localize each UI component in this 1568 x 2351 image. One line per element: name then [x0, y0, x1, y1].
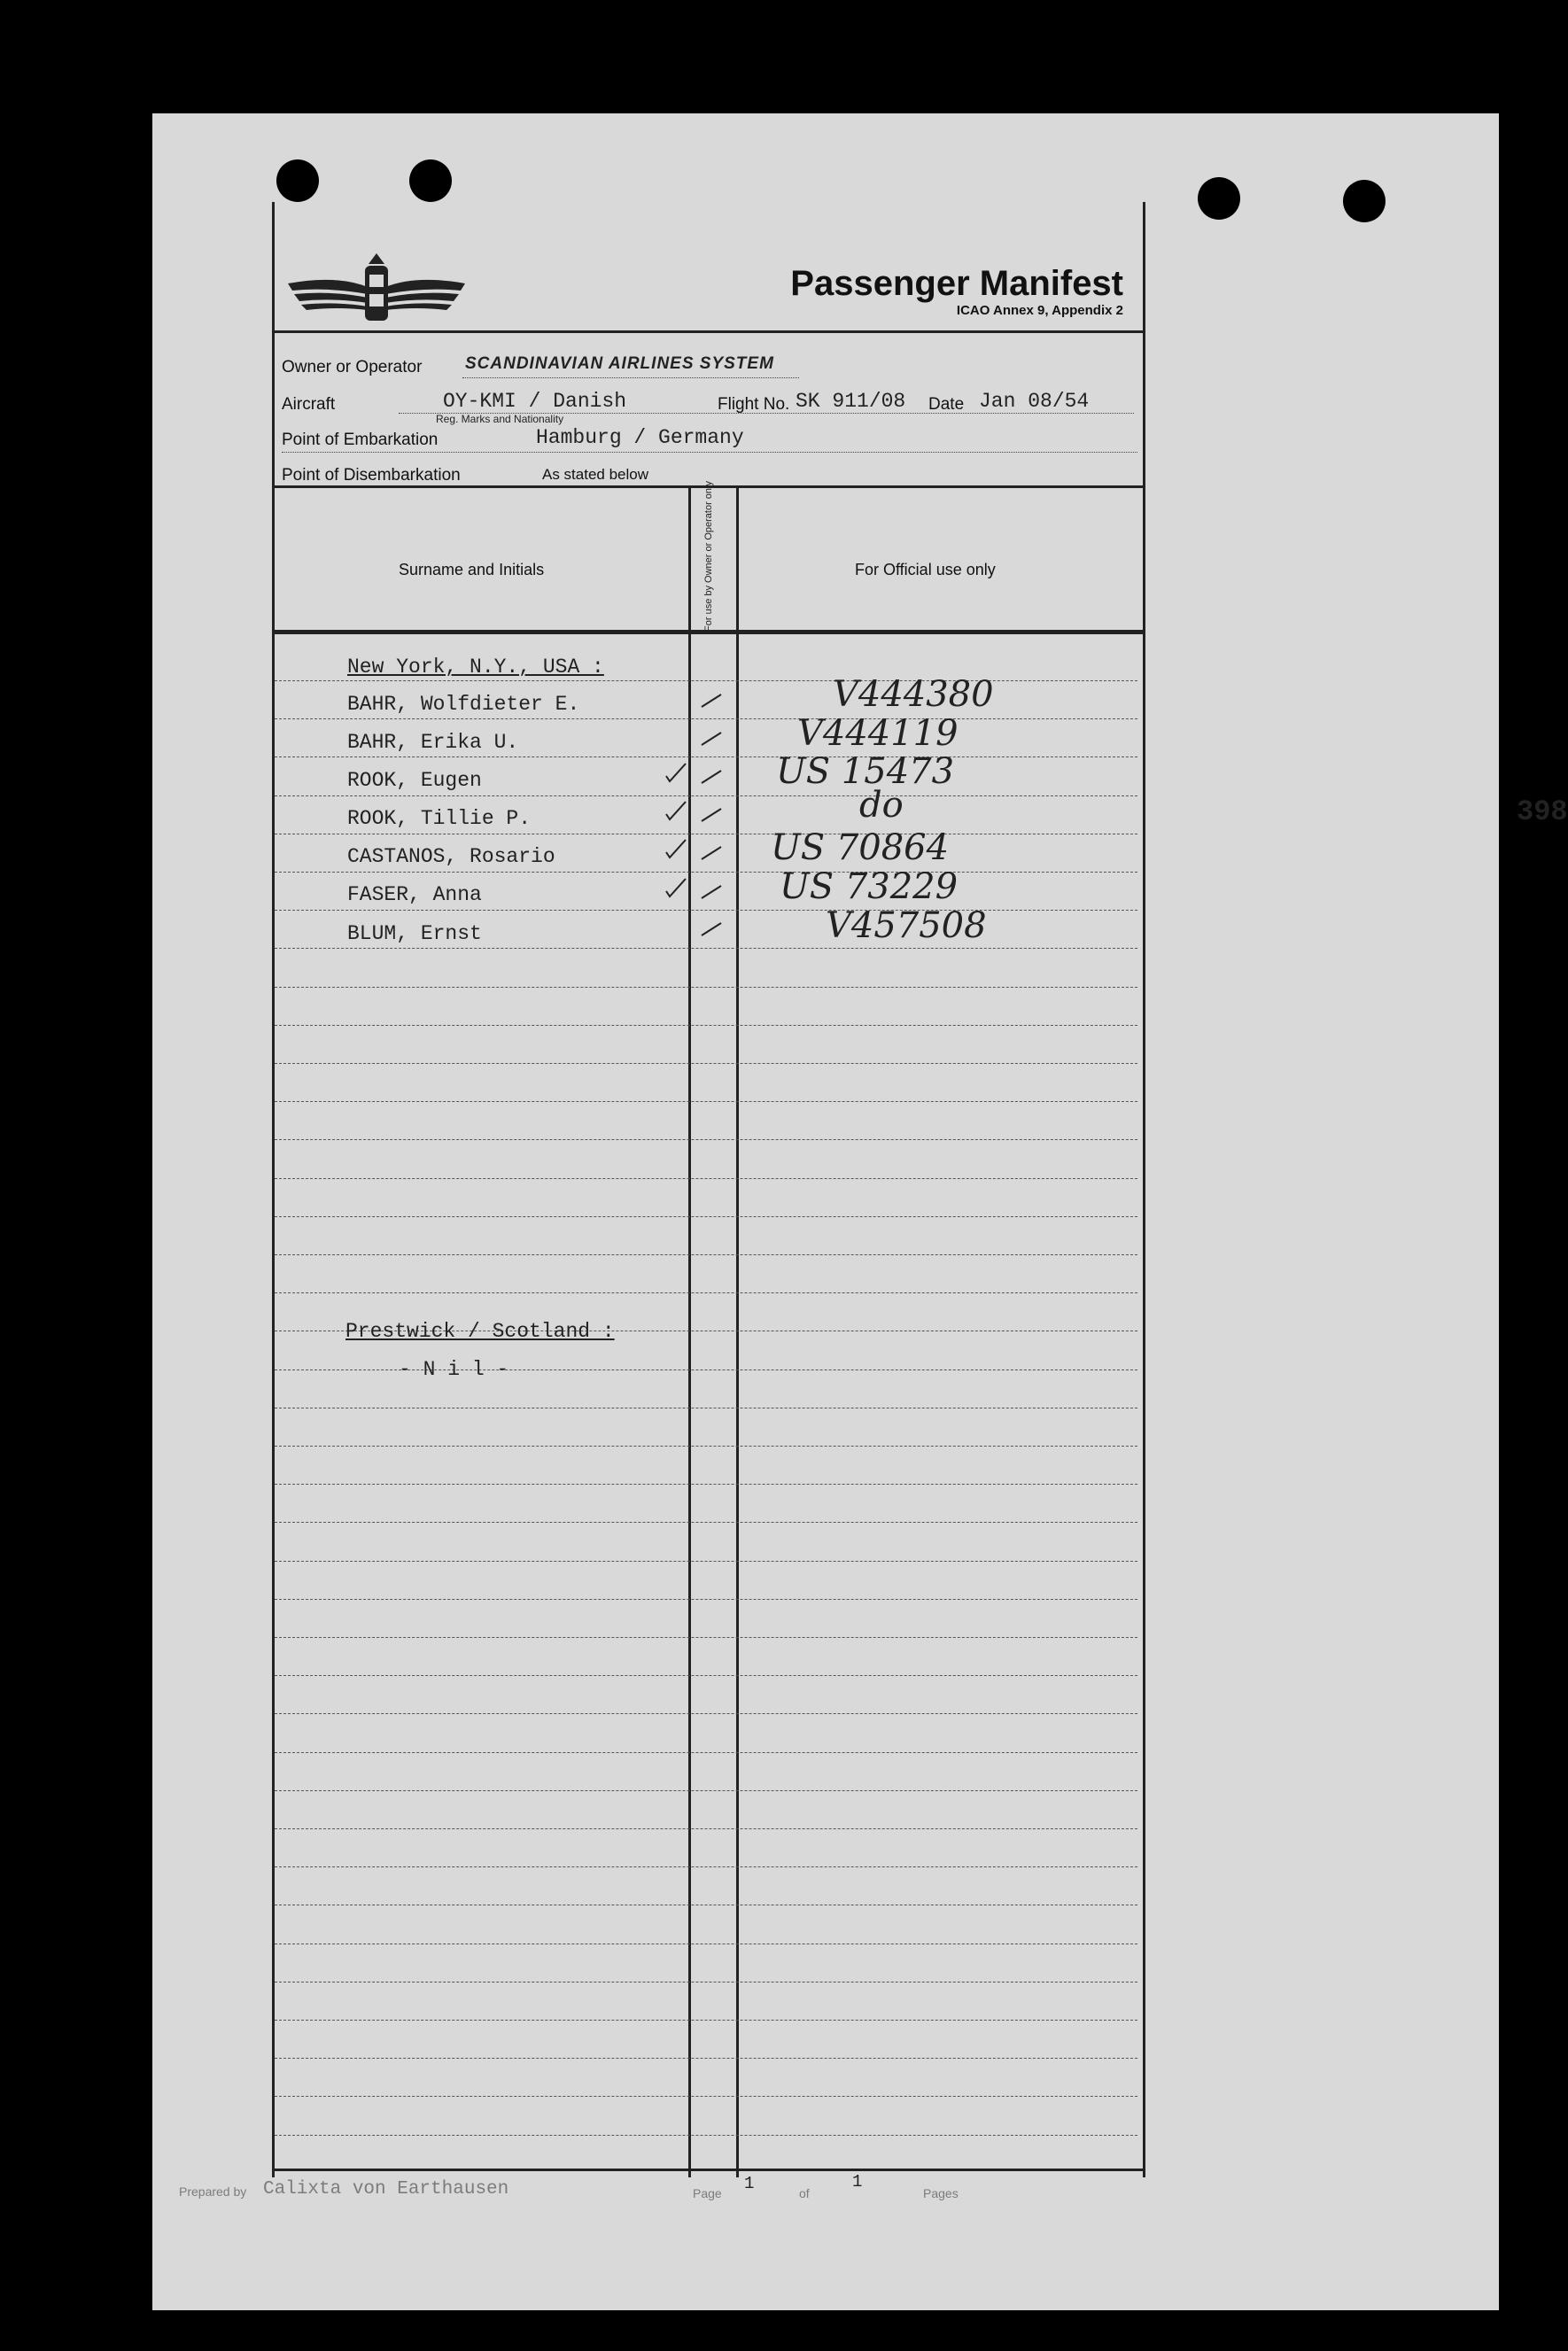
table-rule: [275, 1101, 1137, 1102]
table-rule: [275, 1178, 1137, 1179]
aircraft-value: OY-KMI / Danish: [443, 390, 627, 413]
divider: [275, 330, 1143, 333]
aircraft-label: Aircraft: [282, 395, 336, 414]
column-divider: [688, 485, 691, 2177]
table-rule: [275, 1063, 1137, 1064]
form-title: Passenger Manifest: [790, 264, 1123, 303]
check-mark-icon: [664, 762, 687, 783]
table-rule: [275, 680, 1137, 681]
table-rule: [275, 1790, 1137, 1791]
reg-caption: Reg. Marks and Nationality: [436, 413, 564, 425]
check-mark-icon: [700, 805, 723, 826]
form-annex: ICAO Annex 9, Appendix 2: [956, 303, 1123, 318]
table-rule: [275, 1828, 1137, 1829]
passenger-name: CASTANOS, Rosario: [347, 845, 555, 868]
table-bottom-rule: [275, 2169, 1143, 2171]
punch-hole: [1343, 180, 1386, 222]
flight-label: Flight No.: [718, 395, 790, 414]
punch-hole: [276, 159, 319, 202]
table-rule: [275, 795, 1137, 796]
column-header-owner-use-text: For use by Owner or Operator only: [703, 481, 714, 632]
passenger-name: BLUM, Ernst: [347, 922, 482, 945]
table-rule: [275, 1599, 1137, 1600]
footer-pages-label: Pages: [923, 2186, 959, 2200]
table-rule: [275, 1139, 1137, 1140]
owner-label: Owner or Operator: [282, 358, 423, 376]
column-header-name: Surname and Initials: [399, 561, 545, 578]
airline-logo-icon: [283, 248, 470, 337]
table-rule: [275, 718, 1137, 719]
table-rule: [275, 910, 1137, 911]
section-heading-new-york: New York, N.Y., USA :: [347, 656, 604, 679]
table-rule: [275, 1484, 1137, 1485]
table-rule: [275, 2020, 1137, 2021]
footer-prepared-value: Calixta von Earthausen: [263, 2179, 509, 2200]
date-value: Jan 08/54: [979, 390, 1090, 413]
table-rule: [275, 1292, 1137, 1293]
table-rule: [275, 1025, 1137, 1026]
table-rule: [275, 2058, 1137, 2059]
disembarkation-label: Point of Disembarkation: [282, 466, 461, 485]
embarkation-line: [282, 452, 1137, 453]
check-mark-icon: [664, 800, 687, 821]
embarkation-value: Hamburg / Germany: [536, 426, 744, 449]
table-rule: [275, 1446, 1137, 1447]
check-mark-icon: [700, 729, 723, 750]
column-divider: [736, 485, 739, 2177]
table-rule: [275, 1866, 1137, 1867]
punch-hole: [1198, 177, 1240, 220]
table-rule: [275, 1713, 1137, 1714]
check-mark-icon: [664, 838, 687, 859]
official-entry: V457508: [826, 905, 987, 946]
table-rule: [275, 1522, 1137, 1523]
table-rule: [275, 987, 1137, 988]
official-entry: V444119: [797, 713, 959, 754]
official-entry: V444380: [833, 674, 994, 715]
manifest-form: [272, 202, 1145, 2177]
table-rule: [275, 1561, 1137, 1562]
check-mark-icon: [664, 877, 687, 898]
embarkation-label: Point of Embarkation: [282, 431, 439, 449]
manifest-page: [152, 113, 1568, 2310]
table-rule: [275, 1254, 1137, 1255]
table-rule: [275, 2135, 1137, 2136]
punch-hole: [409, 159, 452, 202]
official-entry: US 15473: [776, 751, 955, 792]
passenger-name: ROOK, Tillie P.: [347, 807, 532, 830]
table-rule: [275, 872, 1137, 873]
passenger-name: BAHR, Erika U.: [347, 731, 519, 754]
disembarkation-value: As stated below: [542, 466, 649, 483]
flight-value: SK 911/08: [796, 390, 906, 413]
table-rule: [275, 1637, 1137, 1638]
footer-prepared-label: Prepared by: [179, 2184, 247, 2199]
official-entry: do: [859, 785, 904, 826]
footer-page-label: Page: [693, 2186, 722, 2200]
footer-page-value: 1: [744, 2174, 755, 2193]
table-rule: [275, 1752, 1137, 1753]
check-mark-icon: [700, 919, 723, 941]
owner-line: [462, 377, 799, 378]
section-heading-prestwick: Prestwick / Scotland :: [345, 1320, 615, 1343]
check-mark-icon: [700, 767, 723, 788]
official-entry: US 73229: [780, 866, 959, 907]
table-rule: [275, 948, 1137, 949]
date-label: Date: [928, 395, 965, 414]
side-page-number: 398: [1517, 795, 1568, 828]
footer-of-value: 1: [852, 2172, 863, 2192]
check-mark-icon: [700, 882, 723, 904]
passenger-name: FASER, Anna: [347, 883, 482, 906]
column-header-official: For Official use only: [855, 561, 996, 578]
footer-of-label: of: [799, 2186, 810, 2200]
table-rule: [275, 2096, 1137, 2097]
column-header-owner-use: [684, 481, 734, 632]
passenger-name: BAHR, Wolfdieter E.: [347, 693, 580, 716]
official-entry: US 70864: [771, 827, 950, 868]
check-mark-icon: [700, 843, 723, 865]
table-rule: [275, 1216, 1137, 1217]
passenger-name: ROOK, Eugen: [347, 769, 482, 792]
aircraft-line: [399, 413, 1134, 414]
section-nil: - N i l -: [399, 1358, 509, 1381]
owner-value: SCANDINAVIAN AIRLINES SYSTEM: [465, 354, 774, 373]
check-mark-icon: [700, 691, 723, 712]
table-rule: [275, 1675, 1137, 1676]
